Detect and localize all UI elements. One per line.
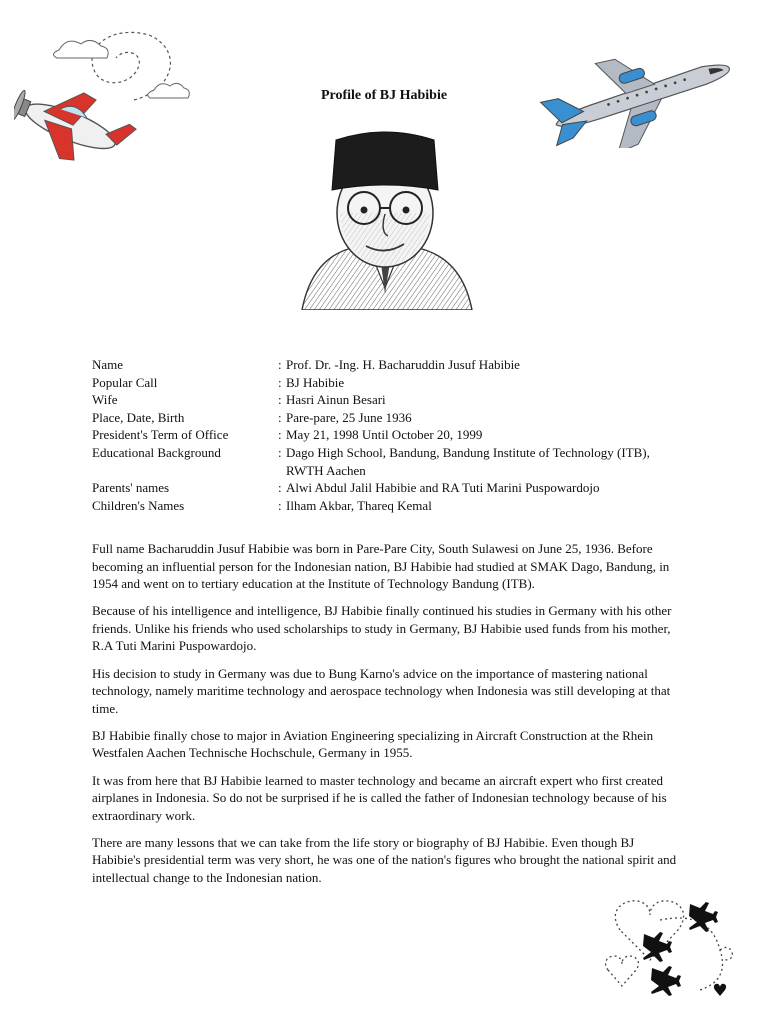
profile-row-name <box>92 356 672 374</box>
profile-label: Parents' names <box>92 480 170 496</box>
profile-value: Alwi Abdul Jalil Habibie and RA Tuti Marini Puspowardojo <box>286 480 600 496</box>
profile-row-parents <box>92 479 672 497</box>
profile-colon: : <box>278 427 282 443</box>
profile-value: Prof. Dr. -Ing. H. Bacharuddin Jusuf Habibie <box>286 357 520 372</box>
profile-value: Hasri Ainun Besari <box>286 392 386 408</box>
profile-row-wife <box>92 391 672 409</box>
profile-row-birth <box>92 409 672 427</box>
bio-paragraph: Full name Bacharuddin Jusuf Habibie was born in Pare-Pare City, South Sulawesi on June 25, 1936. Before becoming an influential person for the Indonesian nation, BJ Habibie had studied at SMAK Dago, Bandung, in 1954 and went on to tertiary education at the Institute of Technology Bandung (ITB). <box>92 541 670 592</box>
bio-paragraph: BJ Habibie finally chose to major in Aviation Engineering specializing in Aircraft Construction at the Rhein Westfalen Aachen Technische Hochschule, Germany in 1955. <box>92 727 654 761</box>
profile-label: Educational Background <box>92 444 221 460</box>
profile-row-popular-call <box>92 374 672 392</box>
bio-paragraph: Because of his intelligence and intelligence, BJ Habibie finally continued his studies in Germany with his other friends. Unlike his friends who used scholarships to study in Germany, BJ Habibie used funds from his mother, R.A Tuti Marini Puspowardojo. <box>92 603 672 654</box>
profile-colon: : <box>278 497 282 513</box>
profile-value: Ilham Akbar, Thareq Kemal <box>286 497 432 513</box>
profile-table <box>92 356 672 514</box>
profile-value: Pare-pare, 25 June 1936 <box>286 409 412 425</box>
profile-label: Children's Names <box>92 497 185 513</box>
bio-paragraph: There are many lessons that we can take from the life story or biography of BJ Habibie. Even though BJ Habibie's presidential term was very short, he was one of the nation's figures who brought the national spirit and intellectual change to the Indonesian nation. <box>92 834 677 885</box>
profile-row-term <box>92 426 672 444</box>
profile-value: Dago High School, Bandung, Bandung Institute of Technology (ITB), RWTH Aachen <box>286 444 650 478</box>
biography-text <box>92 540 677 896</box>
profile-colon: : <box>278 357 282 372</box>
profile-label: Name <box>92 357 124 372</box>
profile-label: Place, Date, Birth <box>92 409 185 425</box>
profile-colon: : <box>278 444 282 460</box>
profile-colon: : <box>278 374 282 390</box>
profile-colon: : <box>278 480 282 496</box>
profile-label: Popular Call <box>92 374 158 390</box>
profile-row-children <box>92 497 672 515</box>
profile-colon: : <box>278 392 282 408</box>
profile-value: May 21, 1998 Until October 20, 1999 <box>286 427 483 443</box>
dotted-hearts-planes-icon <box>590 890 740 1005</box>
profile-label: President's Term of Office <box>92 427 229 443</box>
portrait-sketch-image <box>292 118 478 310</box>
bio-paragraph: It was from here that BJ Habibie learned to master technology and became an aircraft expert who first created airplanes in Indonesia. So do not be surprised if he is called the father of Indonesian technology because of his extraordinary work. <box>92 772 667 823</box>
profile-label: Wife <box>92 392 118 408</box>
profile-colon: : <box>278 409 282 425</box>
bio-paragraph: His decision to study in Germany was due to Bung Karno's advice on the importance of mastering national technology, namely maritime technology and aerospace technology when Indonesia was still developing at that time. <box>92 665 671 716</box>
page-title: Profile of BJ Habibie <box>320 88 448 103</box>
profile-row-education <box>92 444 672 479</box>
profile-value: BJ Habibie <box>286 374 345 390</box>
